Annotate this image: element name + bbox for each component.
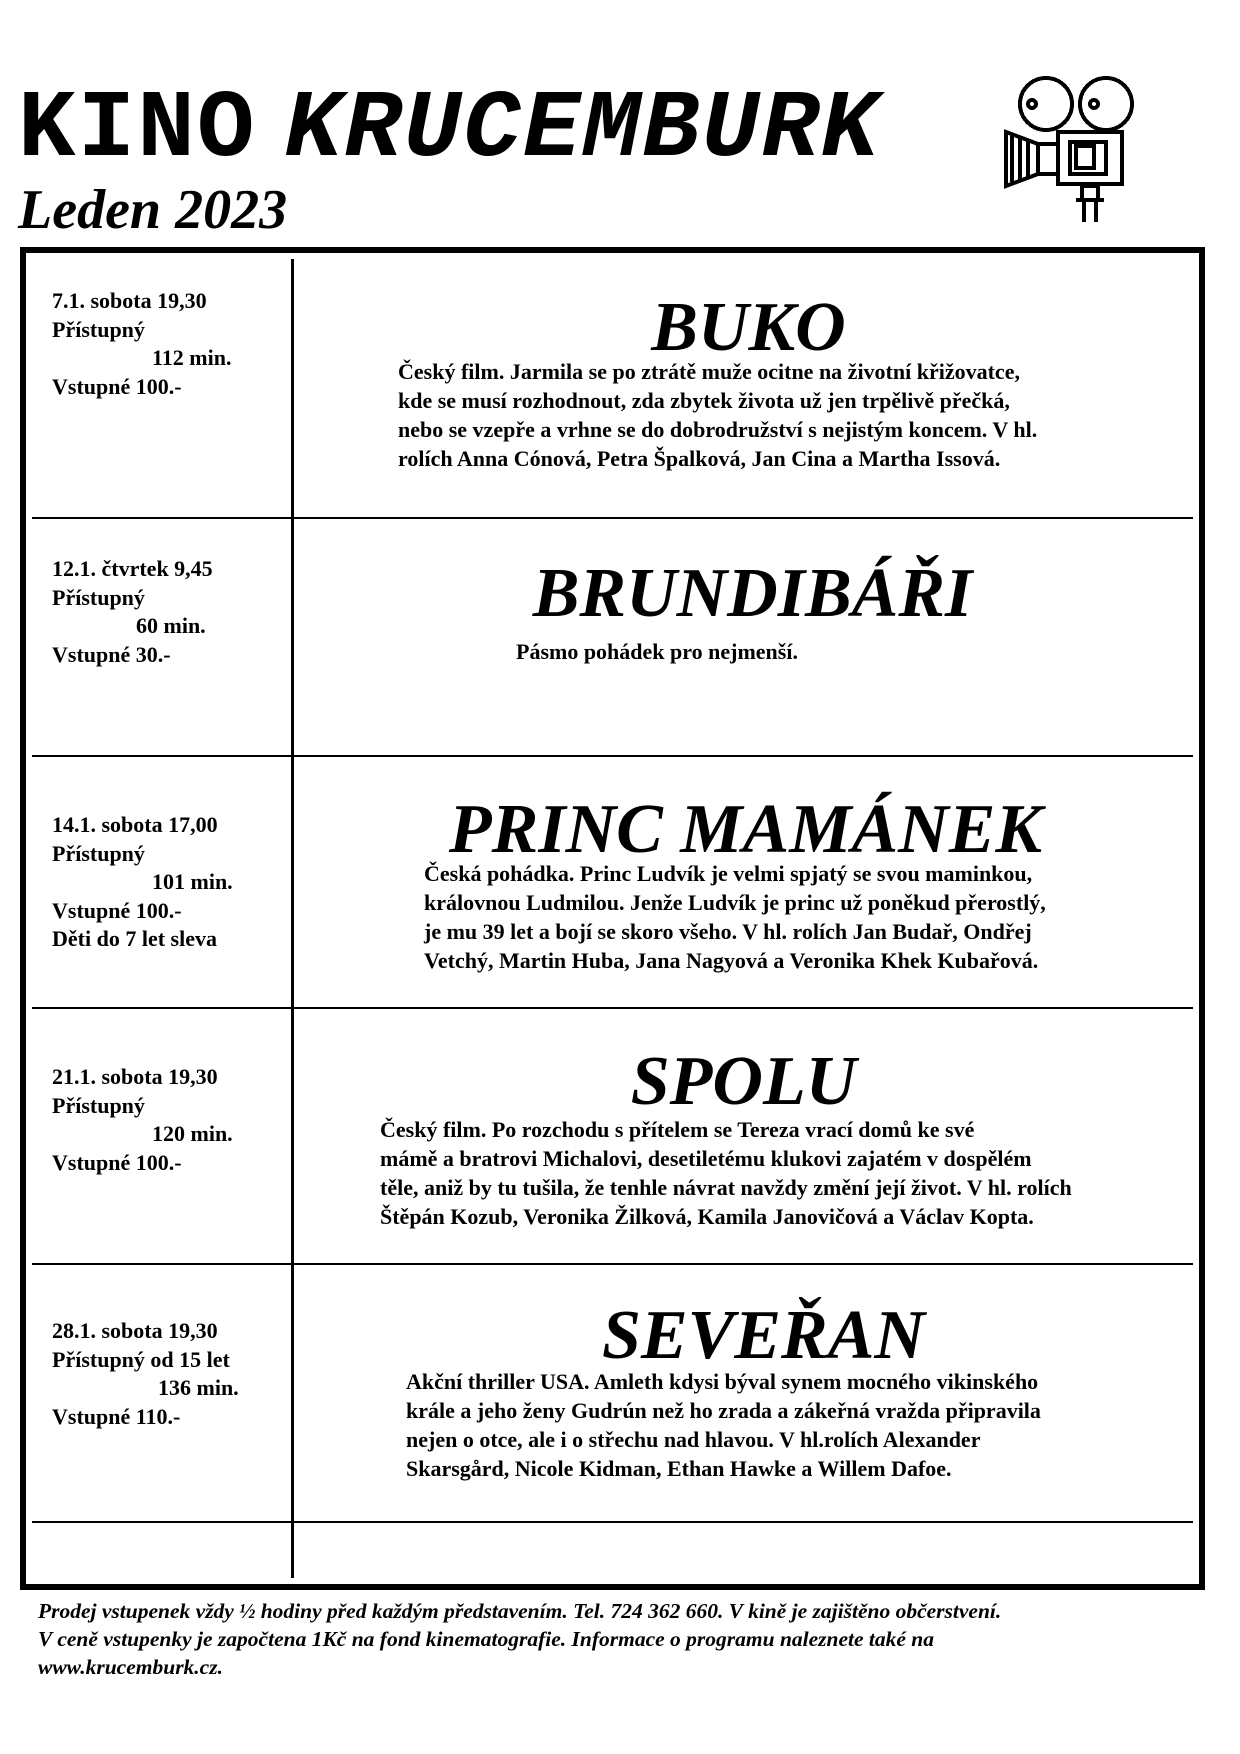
film-title: BUKO	[651, 289, 846, 366]
title-krucemburk: KRUCEMBURK	[284, 75, 881, 184]
screening-info	[52, 555, 213, 669]
screening-info	[52, 811, 233, 954]
duration: 136 min.	[158, 1375, 239, 1400]
film-title: BRUNDIBÁŘI	[532, 555, 973, 632]
film-cell	[294, 757, 1193, 1009]
film-description: Akční thriller USA. Amleth kdysi býval synem mocného vikinského krále a jeho ženy Gudrún než ho zrada a zákeřná vražda připravila nejen o otce, ale i o střechu nad hlavou. V hl.rolích Alexander Skarsgård, Nicole Kidman, Ethan Hawke a Willem Dafoe.	[406, 1369, 1041, 1481]
age-rating: Přístupný	[52, 1092, 145, 1118]
screening-info-cell	[32, 757, 294, 1009]
empty-cell	[32, 1523, 294, 1578]
film-description: Pásmo pohádek pro nejmenší.	[516, 639, 798, 664]
screening-info-cell	[32, 259, 294, 519]
ticket-price: Vstupné 100.-	[52, 1149, 182, 1175]
age-rating: Přístupný	[52, 840, 145, 866]
page-title	[18, 75, 881, 184]
screening-date: 28.1. sobota 19,30	[52, 1318, 218, 1343]
duration: 60 min.	[136, 613, 206, 638]
film-description: Český film. Jarmila se po ztrátě muže ocitne na životní křižovatce, kde se musí rozhodnout, zda zbytek života už jen trpělivě přečká, nebo se vzepře a vrhne se do dobrodružství s nejistým koncem. V hl. rolích Anna Cónová, Petra Špalková, Jan Cina a Martha Issová.	[398, 359, 1038, 471]
ticket-price: Vstupné 110.-	[52, 1403, 181, 1429]
ticket-price: Vstupné 100.-	[52, 897, 182, 923]
film-title: SEVEŘAN	[602, 1297, 925, 1374]
film-cell	[294, 259, 1193, 519]
ticket-price: Vstupné 100.-	[52, 373, 182, 399]
screening-info-cell	[32, 1265, 294, 1523]
screening-info	[52, 287, 231, 401]
screening-info-cell	[32, 519, 294, 757]
age-rating: Přístupný	[52, 584, 145, 610]
film-title: PRINC MAMÁNEK	[448, 791, 1043, 868]
duration: 120 min.	[152, 1121, 233, 1146]
title-kino: KINO	[18, 75, 257, 184]
film-description: Česká pohádka. Princ Ludvík je velmi spjatý se svou maminkou, královnou Ludmilou. Jenže Ludvík je princ už poněkud přerostlý, je mu 39 let a bojí se skoro všeho. V hl. rolích Jan Budař, Ondřej Vetchý, Martin Huba, Jana Nagyová a Veronika Khek Kubařová.	[424, 861, 1046, 973]
film-cell	[294, 1009, 1193, 1265]
age-rating: Přístupný	[52, 316, 145, 342]
footer-note: Prodej vstupenek vždy ½ hodiny před každým představením. Tel. 724 362 660. V kině je zajištěno občerstvení. V ceně vstupenky je započtena 1Kč na fond kinematografie. Informace o programu naleznete také na www.krucemburk.cz.	[38, 1599, 1002, 1679]
duration: 112 min.	[152, 345, 232, 370]
month-heading: Leden 2023	[18, 179, 288, 241]
age-rating: Přístupný od 15 let	[52, 1346, 230, 1372]
screening-date: 21.1. sobota 19,30	[52, 1064, 218, 1089]
screening-info-cell	[32, 1009, 294, 1265]
screening-date: 14.1. sobota 17,00	[52, 812, 218, 837]
screening-info	[52, 1063, 233, 1177]
film-camera-icon	[998, 74, 1168, 226]
film-description: Český film. Po rozchodu s přítelem se Tereza vrací domů ke své mámě a bratrovi Michalovi, desetiletému klukovi zajatém v dospělém těle, aniž by tu tušila, že tenhle návrat navždy změní její život. V hl. rolích Štěpán Kozub, Veronika Žilková, Kamila Janovičová a Václav Kopta.	[380, 1117, 1072, 1229]
screening-date: 7.1. sobota 19,30	[52, 288, 207, 313]
screening-info	[52, 1317, 239, 1431]
program-table	[20, 247, 1205, 1590]
ticket-price: Vstupné 30.-	[52, 641, 171, 667]
duration: 101 min.	[152, 869, 233, 894]
film-cell	[294, 519, 1193, 757]
film-cell	[294, 1265, 1193, 1523]
empty-cell	[294, 1523, 1193, 1578]
screening-date: 12.1. čtvrtek 9,45	[52, 556, 213, 581]
film-title: SPOLU	[630, 1043, 857, 1120]
discount-note: Děti do 7 let sleva	[52, 926, 217, 951]
